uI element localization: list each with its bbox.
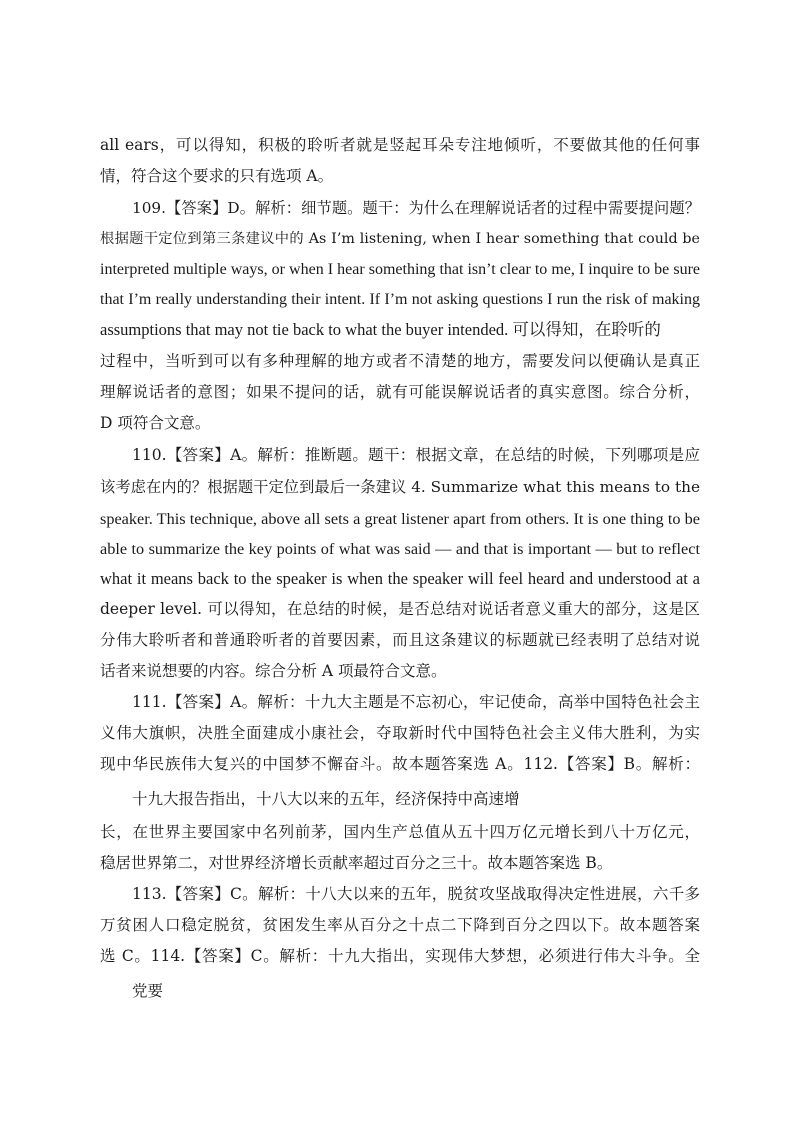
text-line: 该考虑在内的？根据题干定位到最后一条建议 4. Summarize what this means to the: [100, 478, 700, 496]
text-line: 情，符合这个要求的只有选项 A。: [100, 167, 334, 185]
text-line: what it means back to the speaker is when the speaker will feel heard and understood at a: [100, 569, 700, 588]
text-line: able to summarize the key points of what was said — and that is important — but to reflect: [100, 540, 700, 558]
text-line: 113.【答案】C。解析：十八大以来的五年，脱贫攻坚战取得决定性进展，六千多: [132, 885, 700, 903]
text-line: 现中华民族伟大复兴的中国梦不懈奋斗。故本题答案选 A。112.【答案】B。解析：: [100, 755, 700, 773]
text-line: 分伟大聆听者和普通聆听者的首要因素，而且这条建议的标题就已经表明了总结对说: [100, 631, 700, 649]
text-line: 109.【答案】D。解析：细节题。题干：为什么在理解说话者的过程中需要提问题？: [132, 199, 700, 217]
text-line: 稳居世界第二，对世界经济增长贡献率超过百分之三十。故本题答案选 B。: [100, 854, 613, 872]
text-line: 111.【答案】A。解析：十九大主题是不忘初心，牢记使命，高举中国特色社会主: [132, 693, 700, 711]
text-line: that I’m really understanding their intent. If I’m not asking questions I run the risk of making: [100, 291, 700, 308]
text-line: 110.【答案】A。解析：推断题。题干：根据文章，在总结的时候，下列哪项是应: [132, 446, 700, 464]
text-line: 话者来说想要的内容。综合分析 A 项最符合文意。: [100, 662, 447, 680]
text-line: 选 C。114.【答案】C。解析：十九大指出，实现伟大梦想，必须进行伟大斗争。全: [100, 947, 700, 965]
text-line: D 项符合文意。: [100, 414, 211, 432]
text-line: 根据题干定位到第三条建议中的 As I’m listening, when I hear something that could be: [100, 231, 700, 247]
text-line: speaker. This technique, above all sets a great listener apart from others. It is one thing to be: [100, 510, 700, 528]
text-line: 义伟大旗帜，决胜全面建成小康社会，夺取新时代中国特色社会主义伟大胜利，为实: [100, 724, 700, 742]
text-line: deeper level. 可以得知，在总结的时候，是否总结对说话者意义重大的部分，这是区: [100, 600, 700, 618]
text-line: 长，在世界主要国家中名列前茅，国内生产总值从五十四万亿元增长到八十万亿元，: [100, 823, 700, 841]
text-line: 万贫困人口稳定脱贫，贫困发生率从百分之十点二下降到百分之四以下。故本题答案: [100, 916, 700, 934]
text-line: assumptions that may not tie back to what the buyer intended. 可以得知，在聆听的: [100, 320, 661, 339]
text-line: 过程中，当听到可以有多种理解的地方或者不清楚的地方，需要发问以便确认是真正: [100, 352, 700, 370]
text-line: 十九大报告指出，十八大以来的五年，经济保持中高速增: [132, 790, 520, 808]
text-line: all ears，可以得知，积极的聆听者就是竖起耳朵专注地倾听，不要做其他的任何事: [100, 136, 700, 154]
text-line: interpreted multiple ways, or when I hear something that isn’t clear to me, I inquire to be sure: [100, 261, 700, 278]
text-line: 党要: [132, 982, 164, 1000]
text-line: 理解说话者的意图；如果不提问的话，就有可能误解说话者的真实意图。综合分析，: [100, 383, 700, 401]
